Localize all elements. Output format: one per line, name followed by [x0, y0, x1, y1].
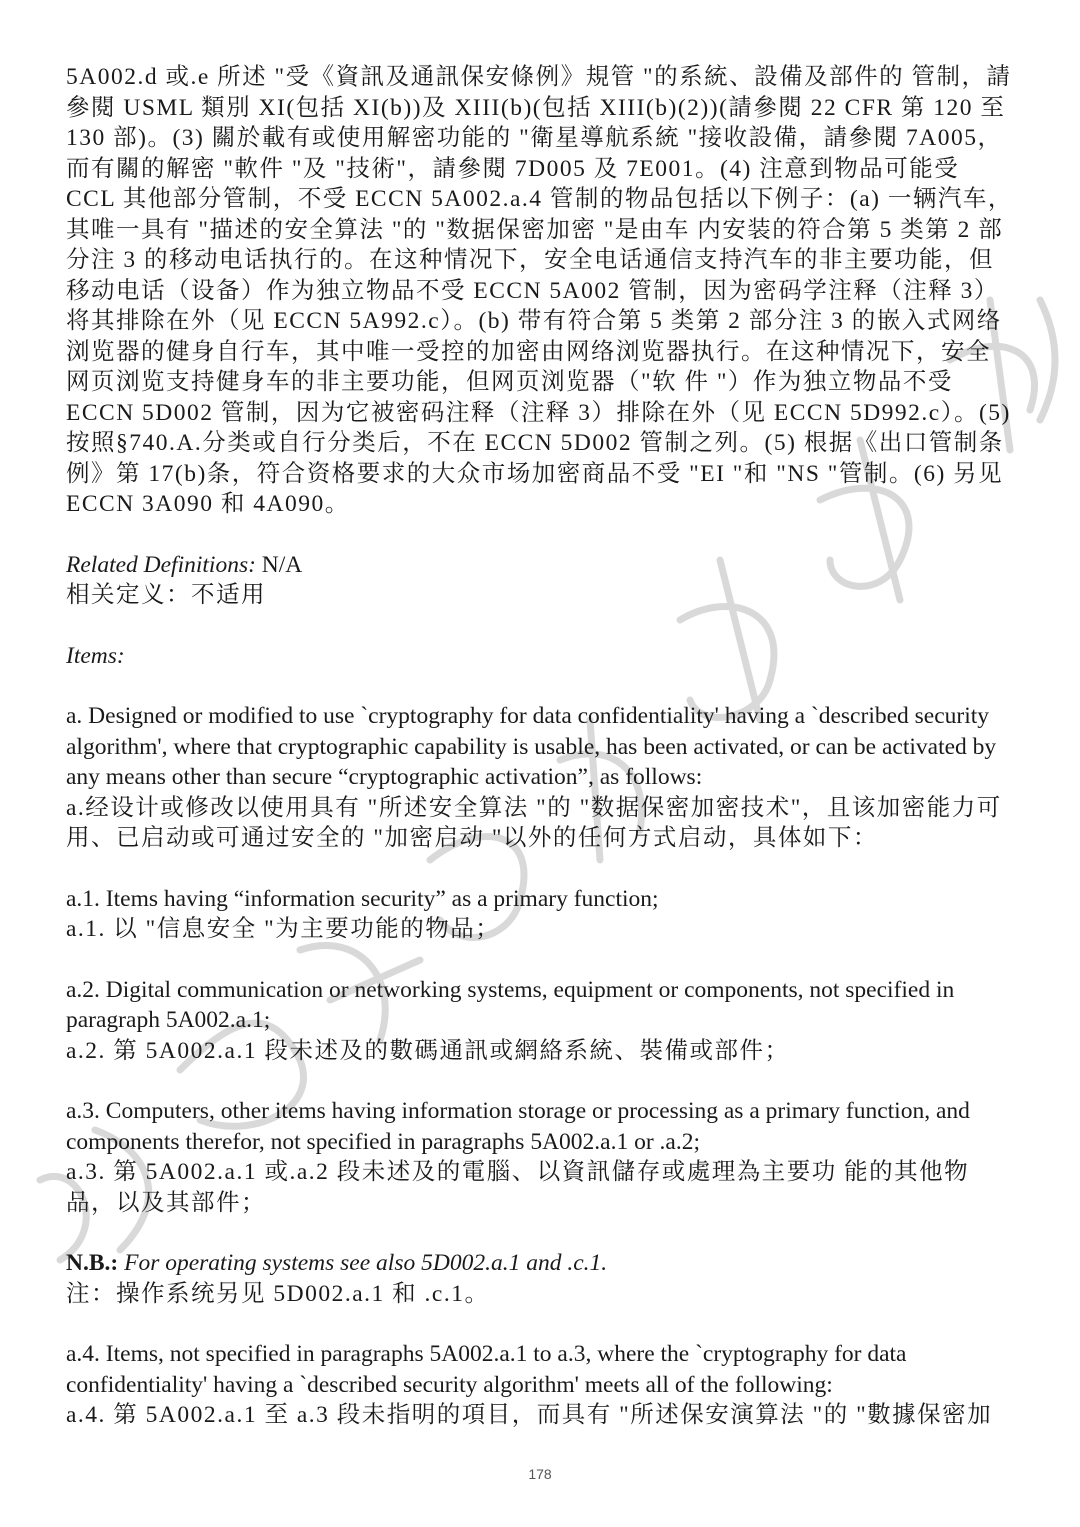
item-a-en: a. Designed or modified to use `cryptography for data confidentiality' having a `described security algorithm', where that cryptographic capability is usable, has been activated, or can be activated by any means other than secure “cryptographic activation”, as follows: [66, 703, 997, 790]
item-a4-en: a.4. Items, not specified in paragraphs 5A002.a.1 to a.3, where the `cryptography for data confidentiality' having a `described security algorithm' meets all of the following: [66, 1341, 907, 1398]
item-a-zh: a.经设计或修改以使用具有 "所述安全算法 "的 "数据保密加密技术"，且该加密能力可用、已启动或可通过安全的 "加密启动 "以外的任何方式启动，具体如下： [66, 794, 1002, 851]
item-a3 [66, 1096, 1014, 1218]
item-a2-zh: a.2. 第 5A002.a.1 段未述及的數碼通訊或網絡系統、裝備或部件； [66, 1037, 790, 1064]
note-paragraph: 5A002.d 或.e 所述 "受《資訊及通訊保安條例》規管 "的系統、設備及部件的 管制，請參閱 USML 類別 XI(包括 XI(b))及 XIII(b)(包括 XIII(b)(2))(請參閱 22 CFR 第 120 至 130 部)。(3) 關於載有或使用解密功能的 "衛星導航系統 "接收設備，請參閱 7A005，而有關的解密 "軟件 "及 "技術"，請參閱 7D005 及 7E001。(4) 注意到物品可能受 CCL 其他部分管制，不受 ECCN 5A002.a.4 管制的物品包括以下例子：(a) 一辆汽车，其唯一具有 "描述的安全算法 "的 "数据保密加密 "是由车 内安装的符合第 5 类第 2 部分注 3 的移动电话执行的。在这种情况下，安全电话通信支持汽车的非主要功能，但移动电话（设备）作为独立物品不受 ECCN 5A002 管制，因为密码学注释（注释 3）将其排除在外（见 ECCN 5A992.c）。(b) 带有符合第 5 类第 2 部分注 3 的嵌入式网络浏览器的健身自行车，其中唯一受控的加密由网络浏览器执行。在这种情况下，安全网页浏览支持健身车的非主要功能，但网页浏览器（"软 件 "）作为独立物品不受 ECCN 5D002 管制，因为它被密码注释（注释 3）排除在外（见 ECCN 5D992.c）。(5) 按照§740.A.分类或自行分类后，不在 ECCN 5D002 管制之列。(5) 根据《出口管制条例》第 17(b)条，符合资格要求的大众市场加密商品不受 "EI "和 "NS "管制。(6) 另见 ECCN 3A090 和 4A090。 [66, 64, 1013, 517]
item-a3-zh: a.3. 第 5A002.a.1 或.a.2 段未述及的電腦、以資訊儲存或處理為主要功 能的其他物品，以及其部件； [66, 1159, 970, 1216]
related-definitions-label: Related Definitions: [66, 551, 256, 578]
item-a1 [66, 884, 1014, 945]
item-a3-en: a.3. Computers, other items having information storage or processing as a primary function, and components therefor, not specified in paragraphs 5A002.a.1 or .a.2; [66, 1098, 970, 1155]
related-definitions-value: N/A [255, 551, 303, 578]
related-definitions-zh: 相关定义：不适用 [66, 582, 266, 608]
nb-text: For operating systems see also 5D002.a.1 and .c.1. [118, 1250, 608, 1276]
item-a1-en: a.1. Items having “information security” as a primary function; [66, 885, 659, 912]
nb-label: N.B.: [66, 1250, 119, 1276]
nb-zh: 注：操作系统另见 5D002.a.1 和 .c.1。 [66, 1280, 490, 1307]
page-body [66, 62, 1014, 1461]
item-a [66, 701, 1014, 854]
item-a2-en: a.2. Digital communication or networking systems, equipment or components, not specified in paragraph 5A002.a.1; [66, 976, 955, 1033]
nb-note [66, 1248, 1014, 1309]
item-a2 [66, 975, 1014, 1067]
item-a4-zh: a.4. 第 5A002.a.1 至 a.3 段未指明的項目，而具有 "所述保安演算法 "的 "數據保密加 [66, 1402, 993, 1428]
items-heading: Items: [66, 642, 125, 669]
item-a1-zh: a.1. 以 "信息安全 "为主要功能的物品； [66, 916, 501, 942]
page-number: 178 [528, 1466, 552, 1482]
item-a4 [66, 1339, 1014, 1431]
related-definitions [66, 550, 1014, 611]
